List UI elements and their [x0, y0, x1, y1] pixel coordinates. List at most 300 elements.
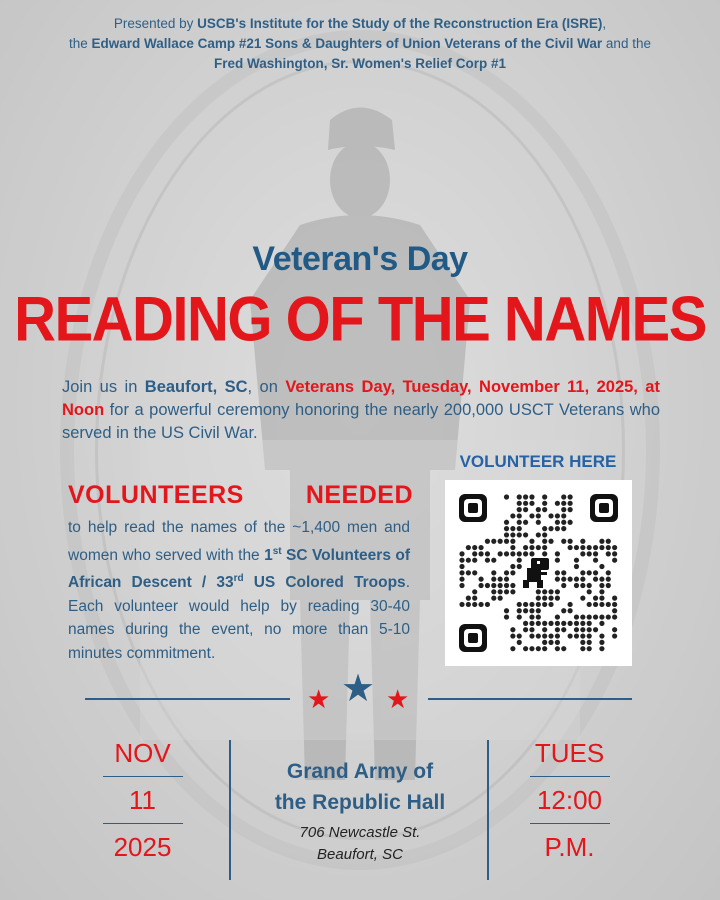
qr-module — [574, 627, 579, 632]
qr-module — [574, 614, 579, 619]
qr-module — [517, 520, 522, 525]
date-month: NOV — [114, 738, 171, 768]
intro-text-1: Join us in — [62, 378, 145, 396]
qr-module — [542, 633, 547, 638]
qr-module — [536, 602, 541, 607]
qr-module — [580, 577, 585, 582]
qr-module — [542, 501, 547, 506]
qr-module — [529, 614, 534, 619]
qr-module — [568, 621, 573, 626]
qr-module — [587, 621, 592, 626]
intro-location: Beaufort, SC — [144, 378, 248, 396]
qr-module — [523, 551, 528, 556]
qr-module — [555, 614, 560, 619]
date-column — [95, 730, 190, 870]
qr-module — [466, 545, 471, 550]
qr-module — [606, 570, 611, 575]
qr-module — [574, 583, 579, 588]
date-year: 2025 — [113, 832, 172, 862]
qr-module — [510, 589, 515, 594]
intro-text-2: , on — [247, 378, 286, 396]
qr-module — [542, 539, 547, 544]
volunteer-here-label: VOLUNTEER HERE — [459, 452, 617, 471]
qr-module — [568, 602, 573, 607]
qr-module — [510, 551, 515, 556]
qr-code-icon — [445, 480, 632, 666]
qr-module — [555, 501, 560, 506]
qr-module — [580, 633, 585, 638]
qr-module — [478, 602, 483, 607]
vol-unit-num: 1 — [264, 546, 273, 564]
qr-module — [606, 539, 611, 544]
qr-module — [606, 583, 611, 588]
presenters-text — [60, 14, 660, 74]
qr-module — [491, 558, 496, 563]
vol-text-2: . Each volunteer would help by reading 30-40 names during the event, no more than 5-10 minutes commitment. — [68, 574, 410, 662]
vol-unit-name-2: US Colored Troops — [243, 574, 406, 592]
qr-module — [561, 526, 566, 531]
qr-module — [561, 507, 566, 512]
qr-module — [587, 646, 592, 651]
qr-module — [574, 545, 579, 550]
qr-module — [466, 602, 471, 607]
qr-module — [555, 577, 560, 582]
qr-module — [510, 633, 515, 638]
qr-module — [587, 602, 592, 607]
presented-and: and the — [602, 36, 651, 51]
qr-code[interactable] — [445, 480, 632, 666]
qr-module — [555, 596, 560, 601]
qr-module — [587, 551, 592, 556]
qr-module — [536, 507, 541, 512]
qr-module — [568, 501, 573, 506]
qr-module — [561, 646, 566, 651]
dinosaur-icon — [523, 558, 549, 588]
presenter-isre: USCB's Institute for the Study of the Reconstruction Era (ISRE) — [197, 16, 603, 31]
qr-module — [491, 577, 496, 582]
qr-module — [529, 627, 534, 632]
qr-module — [504, 494, 509, 499]
qr-module — [529, 621, 534, 626]
qr-module — [485, 558, 490, 563]
qr-module — [529, 494, 534, 499]
qr-module — [517, 532, 522, 537]
qr-module — [548, 589, 553, 594]
qr-module — [478, 583, 483, 588]
qr-module — [542, 596, 547, 601]
qr-module — [472, 602, 477, 607]
qr-module — [612, 602, 617, 607]
qr-module — [510, 532, 515, 537]
qr-module — [536, 646, 541, 651]
divider-right — [428, 698, 632, 700]
qr-module — [555, 621, 560, 626]
qr-module — [504, 608, 509, 613]
qr-module — [536, 621, 541, 626]
qr-module — [523, 501, 528, 506]
qr-module — [510, 627, 515, 632]
qr-module — [599, 596, 604, 601]
star-icon: ★ — [386, 684, 410, 714]
date-day: 11 — [129, 785, 156, 815]
qr-module — [599, 589, 604, 594]
needed-word: NEEDED — [305, 481, 413, 509]
qr-module — [599, 539, 604, 544]
qr-module — [561, 608, 566, 613]
qr-module — [510, 583, 515, 588]
qr-module — [606, 602, 611, 607]
qr-module — [542, 494, 547, 499]
qr-module — [599, 577, 604, 582]
qr-module — [568, 520, 573, 525]
intro-paragraph — [62, 376, 660, 445]
star-icon: ★ — [307, 684, 331, 714]
qr-module — [574, 577, 579, 582]
qr-module — [561, 627, 566, 632]
qr-module — [593, 558, 598, 563]
qr-module — [580, 621, 585, 626]
qr-module — [555, 633, 560, 638]
qr-module — [529, 608, 534, 613]
qr-module — [593, 570, 598, 575]
qr-module — [510, 564, 515, 569]
qr-module — [561, 570, 566, 575]
qr-module — [485, 602, 490, 607]
qr-module — [555, 551, 560, 556]
qr-module — [593, 577, 598, 582]
volunteers-word: VOLUNTEERS — [68, 481, 244, 509]
qr-module — [555, 558, 560, 563]
qr-module — [555, 589, 560, 594]
qr-module — [548, 633, 553, 638]
qr-module — [599, 646, 604, 651]
qr-module — [498, 583, 503, 588]
qr-module — [548, 526, 553, 531]
qr-module — [517, 526, 522, 531]
qr-module — [517, 501, 522, 506]
qr-module — [485, 583, 490, 588]
qr-module — [555, 640, 560, 645]
event-subtitle: Veteran's Day — [252, 240, 468, 278]
qr-module — [561, 621, 566, 626]
qr-module — [580, 583, 585, 588]
qr-module — [599, 621, 604, 626]
qr-module — [504, 570, 509, 575]
qr-module — [555, 646, 560, 651]
qr-module — [529, 545, 534, 550]
qr-module — [612, 633, 617, 638]
qr-module — [536, 532, 541, 537]
qr-module — [568, 577, 573, 582]
qr-module — [536, 614, 541, 619]
presented-the: the — [69, 36, 92, 51]
qr-module — [612, 627, 617, 632]
qr-module — [510, 646, 515, 651]
qr-module — [580, 627, 585, 632]
qr-module — [542, 551, 547, 556]
qr-module — [587, 633, 592, 638]
qr-module — [498, 539, 503, 544]
qr-module — [542, 545, 547, 550]
qr-module — [472, 545, 477, 550]
qr-module — [478, 545, 483, 550]
qr-module — [529, 513, 534, 518]
qr-module — [504, 539, 509, 544]
qr-module — [561, 583, 566, 588]
qr-module — [587, 545, 592, 550]
qr-module — [593, 627, 598, 632]
qr-module — [555, 513, 560, 518]
column-divider-1 — [229, 740, 231, 880]
qr-module — [612, 614, 617, 619]
qr-module — [548, 602, 553, 607]
qr-module — [599, 602, 604, 607]
qr-module — [504, 589, 509, 594]
volunteers-title — [68, 481, 413, 510]
qr-module — [504, 526, 509, 531]
qr-module — [478, 551, 483, 556]
qr-module — [561, 539, 566, 544]
qr-module — [574, 621, 579, 626]
time-column — [522, 730, 617, 870]
qr-module — [568, 494, 573, 499]
qr-module — [491, 589, 496, 594]
qr-module — [536, 520, 541, 525]
qr-module — [599, 545, 604, 550]
qr-module — [529, 539, 534, 544]
qr-module — [536, 608, 541, 613]
qr-module — [612, 551, 617, 556]
intro-date: Veterans Day, Tuesday, November 11, 2025, at Noon — [62, 378, 660, 419]
qr-module — [593, 551, 598, 556]
qr-module — [599, 633, 604, 638]
qr-module — [517, 602, 522, 607]
qr-module — [504, 551, 509, 556]
qr-module — [510, 570, 515, 575]
qr-module — [517, 614, 522, 619]
qr-module — [536, 545, 541, 550]
qr-module — [548, 539, 553, 544]
qr-module — [580, 551, 585, 556]
qr-module — [510, 513, 515, 518]
qr-module — [561, 513, 566, 518]
qr-module — [574, 558, 579, 563]
qr-module — [606, 551, 611, 556]
qr-module — [529, 633, 534, 638]
qr-module — [580, 570, 585, 575]
qr-module — [529, 501, 534, 506]
qr-module — [587, 570, 592, 575]
venue-block — [240, 756, 480, 866]
qr-module — [580, 646, 585, 651]
qr-module — [561, 520, 566, 525]
qr-module — [606, 577, 611, 582]
qr-module — [523, 602, 528, 607]
qr-module — [568, 545, 573, 550]
qr-module — [555, 570, 560, 575]
time-clock: 12:00 — [536, 785, 603, 815]
vol-unit-sup-1: st — [272, 545, 282, 557]
qr-module — [485, 539, 490, 544]
divider-left — [85, 698, 290, 700]
qr-module — [523, 646, 528, 651]
presenter-camp: Edward Wallace Camp #21 Sons & Daughters of Union Veterans of the Civil War — [91, 36, 603, 51]
qr-module — [593, 596, 598, 601]
presented-by-label: Presented by — [113, 16, 198, 31]
qr-module — [542, 589, 547, 594]
volunteers-description — [68, 516, 410, 665]
qr-module — [542, 621, 547, 626]
vol-text-1: to help read the names of the ~1,400 men and women who served with the — [68, 519, 410, 564]
qr-module — [542, 507, 547, 512]
qr-module — [593, 602, 598, 607]
venue-name-1: Grand Army of — [286, 760, 434, 783]
qr-module — [599, 564, 604, 569]
qr-module — [548, 596, 553, 601]
presented-comma: , — [602, 16, 607, 31]
qr-module — [510, 545, 515, 550]
qr-module — [529, 646, 534, 651]
qr-module — [580, 640, 585, 645]
qr-module — [561, 494, 566, 499]
qr-module — [510, 526, 515, 531]
qr-module — [459, 564, 464, 569]
qr-module — [536, 513, 541, 518]
star-icon: ★ — [341, 668, 376, 710]
qr-module — [561, 501, 566, 506]
qr-module — [459, 602, 464, 607]
time-weekday: TUES — [534, 738, 605, 768]
presenter-relief-corp: Fred Washington, Sr. Women's Relief Corp #1 — [213, 56, 506, 71]
qr-module — [523, 627, 528, 632]
qr-module — [504, 520, 509, 525]
qr-module — [529, 602, 534, 607]
qr-module — [536, 633, 541, 638]
qr-module — [587, 614, 592, 619]
qr-module — [504, 614, 509, 619]
qr-module — [555, 526, 560, 531]
qr-module — [504, 583, 509, 588]
qr-module — [542, 532, 547, 537]
qr-module — [542, 640, 547, 645]
qr-module — [466, 596, 471, 601]
qr-module — [542, 602, 547, 607]
qr-module — [612, 558, 617, 563]
qr-module — [599, 640, 604, 645]
qr-module — [491, 583, 496, 588]
qr-module — [599, 614, 604, 619]
qr-module — [459, 551, 464, 556]
qr-module — [568, 633, 573, 638]
qr-module — [587, 583, 592, 588]
qr-module — [498, 596, 503, 601]
qr-module — [510, 539, 515, 544]
qr-module — [574, 633, 579, 638]
qr-module — [580, 596, 585, 601]
vol-unit-name: SC Volunteers of African Descent / 33 — [68, 546, 410, 592]
qr-module — [459, 577, 464, 582]
qr-module — [529, 551, 534, 556]
qr-module — [466, 570, 471, 575]
qr-module — [612, 608, 617, 613]
qr-module — [568, 539, 573, 544]
qr-module — [568, 507, 573, 512]
qr-module — [498, 589, 503, 594]
qr-module — [523, 520, 528, 525]
qr-module — [548, 640, 553, 645]
qr-module — [498, 577, 503, 582]
qr-module — [517, 507, 522, 512]
qr-module — [568, 608, 573, 613]
qr-module — [517, 494, 522, 499]
qr-module — [466, 558, 471, 563]
qr-module — [599, 583, 604, 588]
qr-module — [472, 551, 477, 556]
qr-module — [523, 494, 528, 499]
qr-module — [517, 608, 522, 613]
venue-name-2: the Republic Hall — [274, 791, 446, 814]
qr-module — [561, 577, 566, 582]
qr-module — [593, 614, 598, 619]
qr-module — [517, 513, 522, 518]
qr-module — [472, 596, 477, 601]
vol-unit-sup-2: rd — [233, 573, 244, 585]
qr-module — [472, 589, 477, 594]
qr-module — [548, 513, 553, 518]
qr-module — [606, 614, 611, 619]
qr-module — [459, 558, 464, 563]
qr-module — [478, 577, 483, 582]
qr-module — [517, 551, 522, 556]
qr-module — [536, 596, 541, 601]
qr-module — [498, 551, 503, 556]
time-ampm: P.M. — [544, 832, 595, 862]
qr-module — [523, 608, 528, 613]
qr-module — [555, 627, 560, 632]
event-headline: READING OF THE NAMES — [14, 284, 706, 355]
qr-module — [523, 507, 528, 512]
qr-module — [536, 589, 541, 594]
venue-city: Beaufort, SC — [317, 846, 403, 863]
qr-module — [459, 583, 464, 588]
qr-module — [485, 551, 490, 556]
qr-module — [459, 570, 464, 575]
qr-module — [523, 545, 528, 550]
qr-module — [587, 589, 592, 594]
qr-module — [580, 545, 585, 550]
qr-module — [523, 532, 528, 537]
qr-module — [517, 558, 522, 563]
qr-module — [491, 596, 496, 601]
qr-module — [523, 621, 528, 626]
qr-module — [555, 520, 560, 525]
qr-module — [587, 640, 592, 645]
qr-module — [574, 564, 579, 569]
qr-module — [580, 539, 585, 544]
qr-module — [491, 570, 496, 575]
qr-module — [580, 614, 585, 619]
qr-module — [587, 627, 592, 632]
qr-module — [542, 627, 547, 632]
qr-module — [491, 539, 496, 544]
qr-module — [606, 545, 611, 550]
qr-module — [548, 621, 553, 626]
qr-module — [593, 545, 598, 550]
qr-module — [517, 633, 522, 638]
qr-module — [517, 640, 522, 645]
qr-module — [504, 532, 509, 537]
qr-module — [517, 564, 522, 569]
